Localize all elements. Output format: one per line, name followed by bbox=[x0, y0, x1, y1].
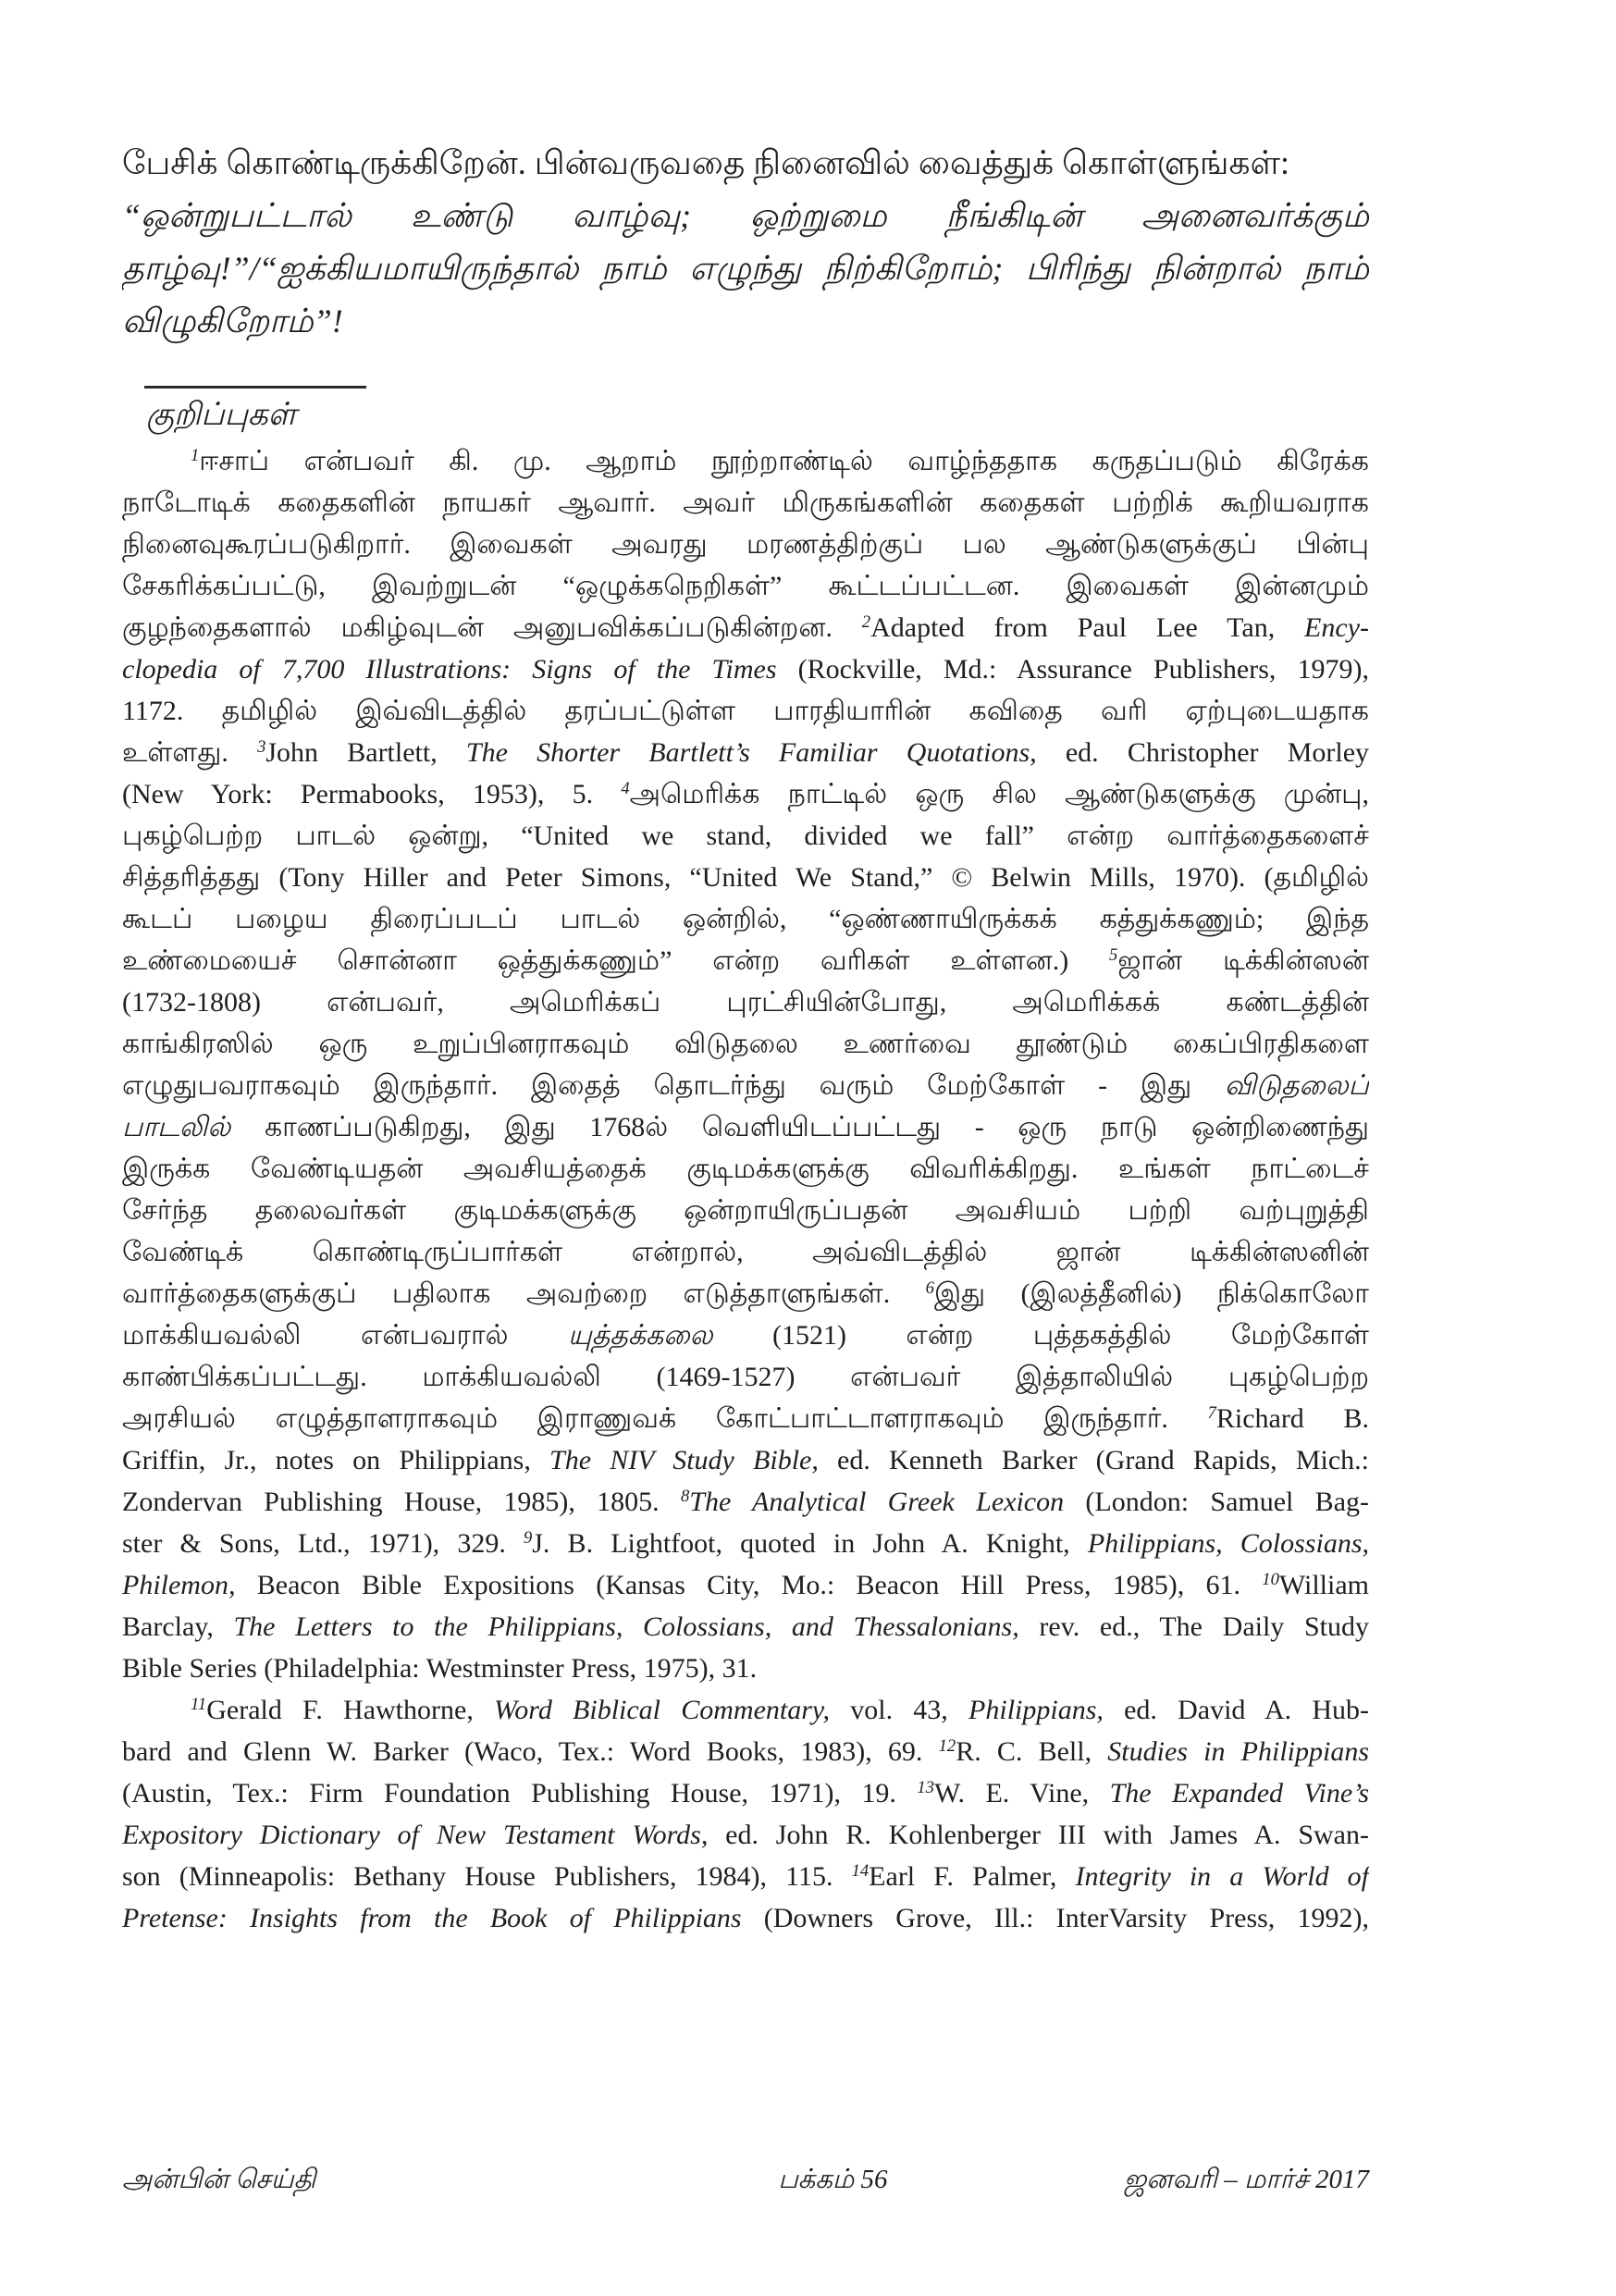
text-segment: son (Minneapolis: Bethany House Publishers, 1984), 115. bbox=[122, 1861, 852, 1892]
endnote-number: 11 bbox=[191, 1694, 207, 1714]
text-line bbox=[122, 898, 1369, 940]
text-segment: The Letters to the Philippians, Colossians, and Thessalonians, bbox=[233, 1611, 1019, 1642]
text-segment: The Shorter Bartlett’s Familiar Quotations, bbox=[465, 737, 1037, 768]
text-segment: பாடலில் bbox=[122, 1112, 231, 1142]
text-segment: சித்தரித்தது (Tony Hiller and Peter Simons, “United We Stand,” © Belwin Mills, 1970). (தமிழில் bbox=[122, 862, 1369, 893]
text-line bbox=[122, 137, 1369, 190]
text-segment: சேர்ந்த தலைவர்கள் குடிமக்களுக்கு ஒன்றாயிருப்பதன் அவசியம் பற்றி வற்புறுத்தி bbox=[122, 1195, 1369, 1226]
text-line bbox=[122, 1564, 1369, 1606]
text-line bbox=[122, 1190, 1369, 1231]
text-line bbox=[122, 1356, 1369, 1398]
text-line bbox=[122, 1856, 1369, 1897]
text-segment: vol. 43, bbox=[830, 1695, 969, 1725]
text-segment: உள்ளது. bbox=[122, 737, 258, 768]
closing-quote-paragraph bbox=[122, 137, 1369, 348]
text-line bbox=[122, 190, 1369, 242]
text-segment: Earl F. Palmer, bbox=[869, 1861, 1076, 1892]
text-segment: 1172. தமிழில் இவ்விடத்தில் தரப்பட்டுள்ள பாரதியாரின் கவிதை வரி ஏற்புடையதாக bbox=[122, 696, 1369, 726]
text-line bbox=[122, 773, 1369, 815]
text-line bbox=[122, 981, 1369, 1023]
text-segment: Beacon Bible Expositions (Kansas City, Mo.: Beacon Hill Press, 1985), 61. bbox=[235, 1570, 1263, 1600]
text-line bbox=[122, 1689, 1369, 1731]
footer-journal-title: அன்பின் செய்தி bbox=[122, 2165, 316, 2194]
text-segment: Adapted from Paul Lee Tan, bbox=[870, 612, 1305, 643]
text-segment: Griffin, Jr., notes on Philippians, bbox=[122, 1445, 550, 1475]
text-segment: வார்த்தைகளுக்குப் பதிலாக அவற்றை எடுத்தாளுங்கள். bbox=[122, 1278, 926, 1309]
text-line bbox=[122, 1648, 1369, 1689]
text-line bbox=[122, 565, 1369, 607]
text-line bbox=[122, 1148, 1369, 1190]
text-line bbox=[122, 1731, 1369, 1772]
page-footer bbox=[122, 2165, 1369, 2202]
text-segment: (1732-1808) என்பவர், அமெரிக்கப் புரட்சியின்போது, அமெரிக்கக் கண்டத்தின் bbox=[122, 987, 1369, 1018]
text-line bbox=[122, 1814, 1369, 1856]
text-segment: J. B. Lightfoot, quoted in John A. Knight, bbox=[532, 1528, 1088, 1559]
text-segment: Integrity in a World of bbox=[1075, 1861, 1369, 1892]
text-line bbox=[122, 1606, 1369, 1648]
text-line bbox=[122, 1481, 1369, 1523]
text-segment: R. C. Bell, bbox=[956, 1736, 1108, 1767]
text-segment: ஜான் டிக்கின்ஸன் bbox=[1117, 945, 1369, 976]
text-segment: நாடோடிக் கதைகளின் நாயகர் ஆவார். அவர் மிருகங்களின் கதைகள் பற்றிக் கூறியவராக bbox=[122, 488, 1369, 518]
text-segment: W. E. Vine, bbox=[933, 1778, 1110, 1808]
text-segment: உண்மையைச் சொன்னா ஒத்துக்கணும்” என்ற வரிகள் உள்ளன.) bbox=[122, 945, 1110, 976]
text-line bbox=[122, 1439, 1369, 1481]
text-line bbox=[122, 1772, 1369, 1814]
text-segment: Barclay, bbox=[122, 1611, 234, 1642]
text-line bbox=[122, 1106, 1369, 1148]
text-segment: வேண்டிக் கொண்டிருப்பார்கள் என்றால், அவ்விடத்தில் ஜான் டிக்கின்ஸனின் bbox=[122, 1237, 1369, 1267]
text-segment: Ency- bbox=[1304, 612, 1369, 643]
text-segment: சேகரிக்கப்பட்டு, இவற்றுடன் “ஒழுக்கநெறிகள்” கூட்டப்பட்டன. இவைகள் இன்னமும் bbox=[122, 571, 1369, 601]
text-segment: bard and Glenn W. Barker (Waco, Tex.: Word Books, 1983), 69. bbox=[122, 1736, 939, 1767]
text-segment: காண்பிக்கப்பட்டது. மாக்கியவல்லி (1469-1527) என்பவர் இத்தாலியில் புகழ்பெற்ற bbox=[122, 1362, 1369, 1392]
footer-issue-date: ஜனவரி – மார்ச் 2017 bbox=[1124, 2165, 1369, 2194]
text-segment: (Downers Grove, Ill.: InterVarsity Press, 1992), bbox=[741, 1903, 1369, 1933]
text-segment: The NIV Study Bible, bbox=[549, 1445, 819, 1475]
text-segment: கூடப் பழைய திரைப்படப் பாடல் ஒன்றில், “ஒண்ணாயிருக்கக் கத்துக்கணும்; இந்த bbox=[122, 904, 1369, 934]
text-segment: ster & Sons, Ltd., 1971), 329. bbox=[122, 1528, 524, 1559]
endnote-number: 12 bbox=[938, 1735, 956, 1756]
text-line bbox=[122, 1897, 1369, 1939]
text-segment: விடுதலைப் bbox=[1224, 1070, 1369, 1101]
text-segment: எழுதுபவராகவும் இருந்தார். இதைத் தொடர்ந்து வரும் மேற்கோள் - இது bbox=[122, 1070, 1225, 1101]
text-line bbox=[122, 857, 1369, 898]
text-line bbox=[122, 690, 1369, 732]
endnotes-paragraph bbox=[122, 1689, 1369, 1939]
text-segment: (Austin, Tex.: Firm Foundation Publishing House, 1971), 19. bbox=[122, 1778, 918, 1808]
text-line bbox=[122, 1231, 1369, 1273]
endnote-number: 14 bbox=[851, 1860, 870, 1881]
text-line bbox=[122, 1315, 1369, 1356]
text-segment: அமெரிக்க நாட்டில் ஒரு சில ஆண்டுகளுக்கு முன்பு, bbox=[629, 779, 1369, 809]
text-segment: Philippians, bbox=[968, 1695, 1104, 1725]
text-segment: Richard B. bbox=[1215, 1403, 1369, 1434]
text-line bbox=[122, 1398, 1369, 1439]
text-segment: clopedia of 7,700 Illustrations: Signs of the Times bbox=[122, 654, 777, 685]
text-segment: (1521) என்ற புத்தகத்தில் மேற்கோள் bbox=[712, 1320, 1369, 1351]
footer-page-number: பக்கம் 56 bbox=[778, 2165, 888, 2194]
text-line bbox=[122, 815, 1369, 857]
text-segment: ed. Kenneth Barker (Grand Rapids, Mich.: bbox=[818, 1445, 1369, 1475]
endnote-number: 9 bbox=[523, 1527, 533, 1548]
text-segment: பேசிக் கொண்டிருக்கிறேன். பின்வருவதை நினைவில் வைத்துக் கொள்ளுங்கள்: bbox=[122, 144, 1289, 181]
text-segment: Pretense: Insights from the Book of Philippians bbox=[122, 1903, 742, 1933]
text-segment: காணப்படுகிறது, இது 1768ல் வெளியிடப்பட்டது - ஒரு நாடு ஒன்றிணைந்து bbox=[230, 1112, 1369, 1142]
text-segment: Word Biblical Commentary, bbox=[494, 1695, 831, 1725]
endnote-number: 5 bbox=[1109, 944, 1118, 965]
text-segment: குழந்தைகளால் மகிழ்வுடன் அனுபவிக்கப்படுகின்றன. bbox=[122, 612, 862, 643]
text-segment: Philippians, Colossians, bbox=[1087, 1528, 1369, 1559]
text-segment: “ஒன்றுபட்டால் உண்டு வாழ்வு; ஒற்றுமை நீங்கிடின் அனைவர்க்கும் bbox=[122, 197, 1369, 234]
endnote-number: 7 bbox=[1207, 1402, 1216, 1423]
text-segment: William bbox=[1278, 1570, 1369, 1600]
text-segment: Zondervan Publishing House, 1985), 1805. bbox=[122, 1487, 681, 1517]
text-line bbox=[122, 1523, 1369, 1564]
text-segment: மாக்கியவல்லி என்பவரால் bbox=[122, 1320, 569, 1351]
text-segment: விழுகிறோம்”! bbox=[122, 302, 343, 339]
text-segment: Philemon, bbox=[122, 1570, 236, 1600]
text-segment: நினைவுகூரப்படுகிறார். இவைகள் அவரது மரணத்திற்குப் பல ஆண்டுகளுக்குப் பின்பு bbox=[122, 529, 1369, 560]
text-segment: ஈசாப் என்பவர் கி. மு. ஆறாம் நூற்றாண்டில் வாழ்ந்ததாக கருதப்படும் கிரேக்க bbox=[199, 446, 1369, 476]
text-segment: ed. David A. Hub- bbox=[1103, 1695, 1369, 1725]
text-segment: ed. Christopher Morley bbox=[1036, 737, 1369, 768]
text-line bbox=[122, 940, 1369, 981]
endnote-number: 4 bbox=[621, 778, 630, 798]
text-line bbox=[122, 1023, 1369, 1065]
endnotes-paragraph bbox=[122, 440, 1369, 1689]
endnotes-body bbox=[122, 440, 1369, 1939]
text-segment: தாழ்வு!”/“ஐக்கியமாயிருந்தால் நாம் எழுந்து நிற்கிறோம்; பிரிந்து நின்றால் நாம் bbox=[122, 250, 1369, 287]
endnote-number: 1 bbox=[191, 445, 200, 465]
text-line bbox=[122, 242, 1369, 295]
notes-heading: குறிப்புகள் bbox=[146, 398, 297, 432]
text-segment: காங்கிரஸில் ஒரு உறுப்பினராகவும் விடுதலை உணர்வை தூண்டும் கைப்பிரதிகளை bbox=[122, 1029, 1369, 1059]
text-segment: புகழ்பெற்ற பாடல் ஒன்று, “United we stand, divided we fall” என்ற வார்த்தைகளைச் bbox=[122, 821, 1369, 851]
endnote-number: 10 bbox=[1262, 1569, 1279, 1589]
text-line bbox=[122, 607, 1369, 648]
text-line bbox=[122, 524, 1369, 565]
text-segment: இருக்க வேண்டியதன் அவசியத்தைக் குடிமக்களுக்கு விவரிக்கிறது. உங்கள் நாட்டைச் bbox=[122, 1154, 1369, 1184]
text-segment: rev. ed., The Daily Study bbox=[1018, 1611, 1369, 1642]
text-segment: The Expanded Vine’s bbox=[1109, 1778, 1369, 1808]
text-line bbox=[122, 482, 1369, 524]
text-segment: அரசியல் எழுத்தாளராகவும் இராணுவக் கோட்பாட்டாளராகவும் இருந்தார். bbox=[122, 1403, 1208, 1434]
text-segment: The Analytical Greek Lexicon bbox=[689, 1487, 1065, 1517]
text-segment: Gerald F. Hawthorne, bbox=[206, 1695, 495, 1725]
text-segment: (London: Samuel Bag- bbox=[1064, 1487, 1369, 1517]
text-line bbox=[122, 1273, 1369, 1315]
text-segment: John Bartlett, bbox=[265, 737, 466, 768]
text-line bbox=[122, 1065, 1369, 1106]
text-line bbox=[122, 440, 1369, 482]
endnote-number: 13 bbox=[917, 1777, 934, 1797]
text-segment: Expository Dictionary of New Testament Words, bbox=[122, 1820, 709, 1850]
footnote-divider-rule bbox=[144, 386, 366, 389]
text-segment: Bible Series (Philadelphia: Westminster Press, 1975), 31. bbox=[122, 1653, 758, 1684]
text-segment: (New York: Permabooks, 1953), 5. bbox=[122, 779, 622, 809]
text-segment: (Rockville, Md.: Assurance Publishers, 1979), bbox=[776, 654, 1369, 685]
text-segment: இது (இலத்தீனில்) நிக்கொலோ bbox=[933, 1278, 1369, 1309]
text-line bbox=[122, 648, 1369, 690]
text-segment: ed. John R. Kohlenberger III with James A. Swan- bbox=[708, 1820, 1369, 1850]
endnote-number: 2 bbox=[861, 611, 871, 632]
text-segment: Studies in Philippians bbox=[1107, 1736, 1369, 1767]
endnote-number: 6 bbox=[925, 1278, 934, 1298]
endnote-number: 3 bbox=[257, 736, 266, 757]
text-line bbox=[122, 732, 1369, 773]
text-segment: யுத்தக்கலை bbox=[568, 1320, 713, 1351]
text-line bbox=[122, 295, 1369, 348]
endnote-number: 8 bbox=[681, 1486, 690, 1506]
